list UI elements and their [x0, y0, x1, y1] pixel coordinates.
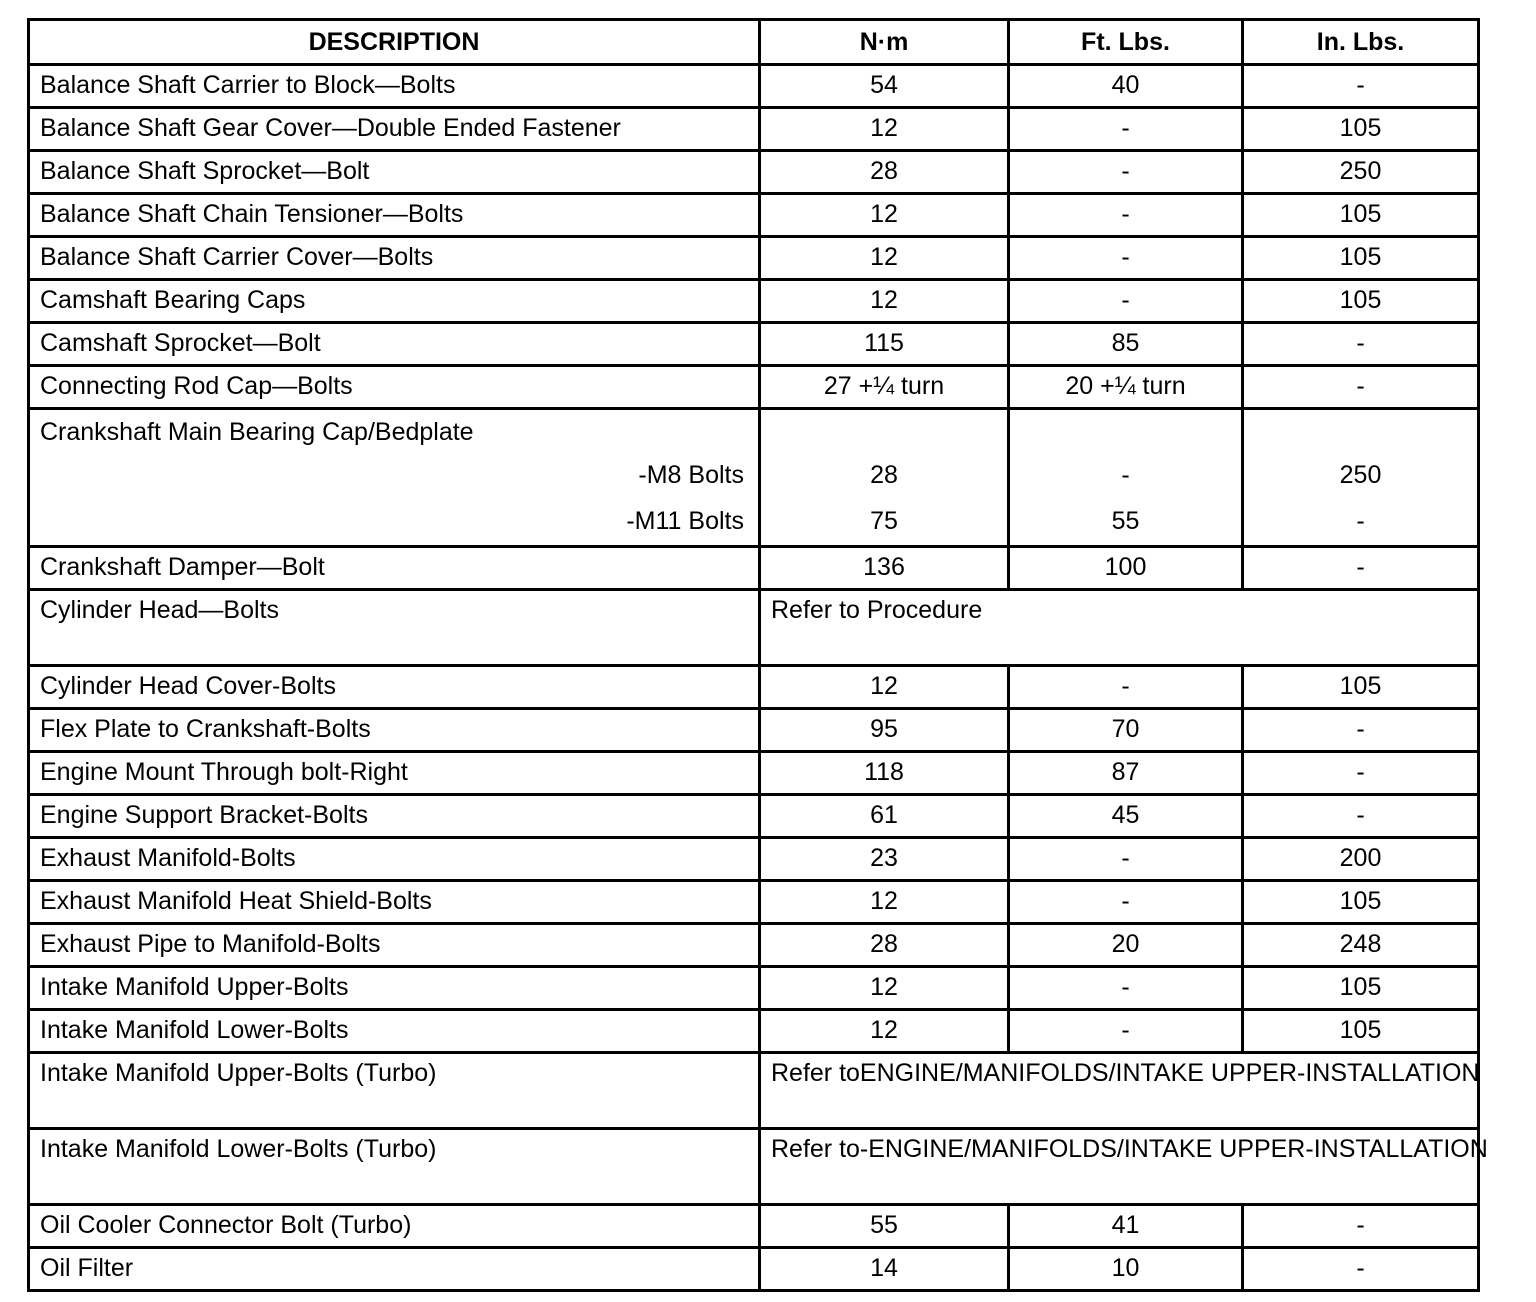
row-description: Crankshaft Damper—Bolt	[29, 547, 760, 590]
row-in-lbs: 200	[1243, 838, 1479, 881]
row-ft-lbs: -	[1009, 280, 1243, 323]
row-description: Intake Manifold Lower-Bolts (Turbo)	[29, 1129, 760, 1205]
row-nm: 27 +¼ turn	[760, 366, 1009, 409]
row-nm: 12	[760, 280, 1009, 323]
row-in-lbs: -	[1243, 795, 1479, 838]
row-ft-lbs: -	[1009, 151, 1243, 194]
row-description: Balance Shaft Sprocket—Bolt	[29, 151, 760, 194]
table-row	[29, 967, 1479, 1010]
row-nm: 12	[760, 666, 1009, 709]
cylinder-head-row	[29, 590, 1479, 666]
row-description: Balance Shaft Carrier Cover—Bolts	[29, 237, 760, 280]
table-row	[29, 752, 1479, 795]
table-row	[29, 924, 1479, 967]
row-ft-lbs: -	[1009, 666, 1243, 709]
table-row	[29, 881, 1479, 924]
row-ft-lbs: 40	[1009, 65, 1243, 108]
row-nm: 55	[760, 1205, 1009, 1248]
row-ft-lbs: 85	[1009, 323, 1243, 366]
row-description: Balance Shaft Chain Tensioner—Bolts	[29, 194, 760, 237]
crank-main-description: Crankshaft Main Bearing Cap/Bedplate	[40, 418, 474, 446]
row-in-lbs: 105	[1243, 1010, 1479, 1053]
row-ft-lbs: 41	[1009, 1205, 1243, 1248]
refer-to-intake-upper-note: Refer to-ENGINE/MANIFOLDS/INTAKE UPPER-INSTALLATION	[760, 1129, 1479, 1205]
row-ft-lbs: 70	[1009, 709, 1243, 752]
row-description: Balance Shaft Carrier to Block—Bolts	[29, 65, 760, 108]
table-row	[29, 666, 1479, 709]
row-description: Intake Manifold Lower-Bolts	[29, 1010, 760, 1053]
header-in-lbs: In. Lbs.	[1243, 20, 1479, 65]
refer-to-intake-upper-note: Refer toENGINE/MANIFOLDS/INTAKE UPPER-INSTALLATION	[760, 1053, 1479, 1129]
crank-main-m11-nm: 75	[870, 507, 898, 535]
row-in-lbs: 105	[1243, 194, 1479, 237]
crank-main-nm-cell	[760, 409, 1009, 547]
row-in-lbs: 248	[1243, 924, 1479, 967]
header-ft-lbs: Ft. Lbs.	[1009, 20, 1243, 65]
table-row	[29, 323, 1479, 366]
row-ft-lbs: -	[1009, 838, 1243, 881]
row-ft-lbs: -	[1009, 108, 1243, 151]
row-ft-lbs: 20	[1009, 924, 1243, 967]
row-in-lbs: 105	[1243, 237, 1479, 280]
row-nm: 12	[760, 108, 1009, 151]
row-in-lbs: 250	[1243, 151, 1479, 194]
row-description: Connecting Rod Cap—Bolts	[29, 366, 760, 409]
table-row	[29, 709, 1479, 752]
row-description: Cylinder Head Cover-Bolts	[29, 666, 760, 709]
header-nm: N·m	[760, 20, 1009, 65]
crank-main-description-cell	[29, 409, 760, 547]
header-description: DESCRIPTION	[29, 20, 760, 65]
row-description: Camshaft Sprocket—Bolt	[29, 323, 760, 366]
row-nm: 28	[760, 924, 1009, 967]
row-nm: 12	[760, 881, 1009, 924]
row-description: Engine Mount Through bolt-Right	[29, 752, 760, 795]
table-row	[29, 838, 1479, 881]
row-nm: 118	[760, 752, 1009, 795]
row-description: Cylinder Head—Bolts	[29, 590, 760, 666]
table-row	[29, 280, 1479, 323]
row-ft-lbs: 20 +¼ turn	[1009, 366, 1243, 409]
row-ft-lbs: 10	[1009, 1248, 1243, 1291]
row-ft-lbs: 45	[1009, 795, 1243, 838]
crank-main-m8-ft-lbs: -	[1121, 461, 1130, 489]
row-nm: 12	[760, 1010, 1009, 1053]
row-ft-lbs: -	[1009, 881, 1243, 924]
row-ft-lbs: -	[1009, 237, 1243, 280]
table-row	[29, 366, 1479, 409]
table-row	[29, 1010, 1479, 1053]
table-row	[29, 795, 1479, 838]
intake-upper-turbo-row	[29, 1053, 1479, 1129]
row-description: Intake Manifold Upper-Bolts	[29, 967, 760, 1010]
refer-to-procedure-note: Refer to Procedure	[760, 590, 1479, 666]
row-description: Camshaft Bearing Caps	[29, 280, 760, 323]
table-row	[29, 237, 1479, 280]
row-description: Exhaust Manifold-Bolts	[29, 838, 760, 881]
table-row	[29, 65, 1479, 108]
table-row	[29, 108, 1479, 151]
row-in-lbs: 105	[1243, 108, 1479, 151]
row-in-lbs: -	[1243, 366, 1479, 409]
crank-main-sub-label-m8: -M8 Bolts	[638, 461, 744, 489]
row-nm: 23	[760, 838, 1009, 881]
row-ft-lbs: 100	[1009, 547, 1243, 590]
row-in-lbs: -	[1243, 323, 1479, 366]
torque-spec-table	[27, 18, 1488, 1292]
row-in-lbs: 105	[1243, 967, 1479, 1010]
row-nm: 61	[760, 795, 1009, 838]
row-in-lbs: -	[1243, 1205, 1479, 1248]
row-ft-lbs: -	[1009, 194, 1243, 237]
row-nm: 54	[760, 65, 1009, 108]
row-nm: 12	[760, 967, 1009, 1010]
table-row	[29, 1205, 1479, 1248]
row-description: Exhaust Pipe to Manifold-Bolts	[29, 924, 760, 967]
row-in-lbs: -	[1243, 709, 1479, 752]
row-description: Oil Filter	[29, 1248, 760, 1291]
row-ft-lbs: -	[1009, 1010, 1243, 1053]
intake-lower-turbo-row	[29, 1129, 1479, 1205]
row-ft-lbs: 87	[1009, 752, 1243, 795]
crank-main-m8-nm: 28	[870, 461, 898, 489]
row-in-lbs: -	[1243, 547, 1479, 590]
row-in-lbs: -	[1243, 752, 1479, 795]
row-description: Oil Cooler Connector Bolt (Turbo)	[29, 1205, 760, 1248]
table-row	[29, 547, 1479, 590]
table-row	[29, 151, 1479, 194]
row-description: Flex Plate to Crankshaft-Bolts	[29, 709, 760, 752]
row-nm: 115	[760, 323, 1009, 366]
crank-main-m11-ft-lbs: 55	[1111, 507, 1140, 535]
row-in-lbs: 105	[1243, 666, 1479, 709]
row-in-lbs: -	[1243, 65, 1479, 108]
row-nm: 28	[760, 151, 1009, 194]
table-row	[29, 194, 1479, 237]
row-ft-lbs: -	[1009, 967, 1243, 1010]
crank-main-m8-in-lbs: 250	[1339, 461, 1382, 489]
row-in-lbs: 105	[1243, 881, 1479, 924]
row-description: Intake Manifold Upper-Bolts (Turbo)	[29, 1053, 760, 1129]
crank-main-in-lbs-cell	[1243, 409, 1479, 547]
row-description: Engine Support Bracket-Bolts	[29, 795, 760, 838]
row-in-lbs: -	[1243, 1248, 1479, 1291]
row-nm: 12	[760, 237, 1009, 280]
row-in-lbs: 105	[1243, 280, 1479, 323]
row-nm: 136	[760, 547, 1009, 590]
row-nm: 12	[760, 194, 1009, 237]
crank-main-sub-label-m11: -M11 Bolts	[626, 507, 744, 535]
row-description: Exhaust Manifold Heat Shield-Bolts	[29, 881, 760, 924]
row-nm: 95	[760, 709, 1009, 752]
row-nm: 14	[760, 1248, 1009, 1291]
crank-main-m11-in-lbs: -	[1356, 507, 1365, 535]
crank-main-ft-lbs-cell	[1009, 409, 1243, 547]
crank-main-row	[29, 409, 1479, 547]
row-description: Balance Shaft Gear Cover—Double Ended Fastener	[29, 108, 760, 151]
table-row	[29, 1248, 1479, 1291]
header-row	[29, 20, 1479, 65]
